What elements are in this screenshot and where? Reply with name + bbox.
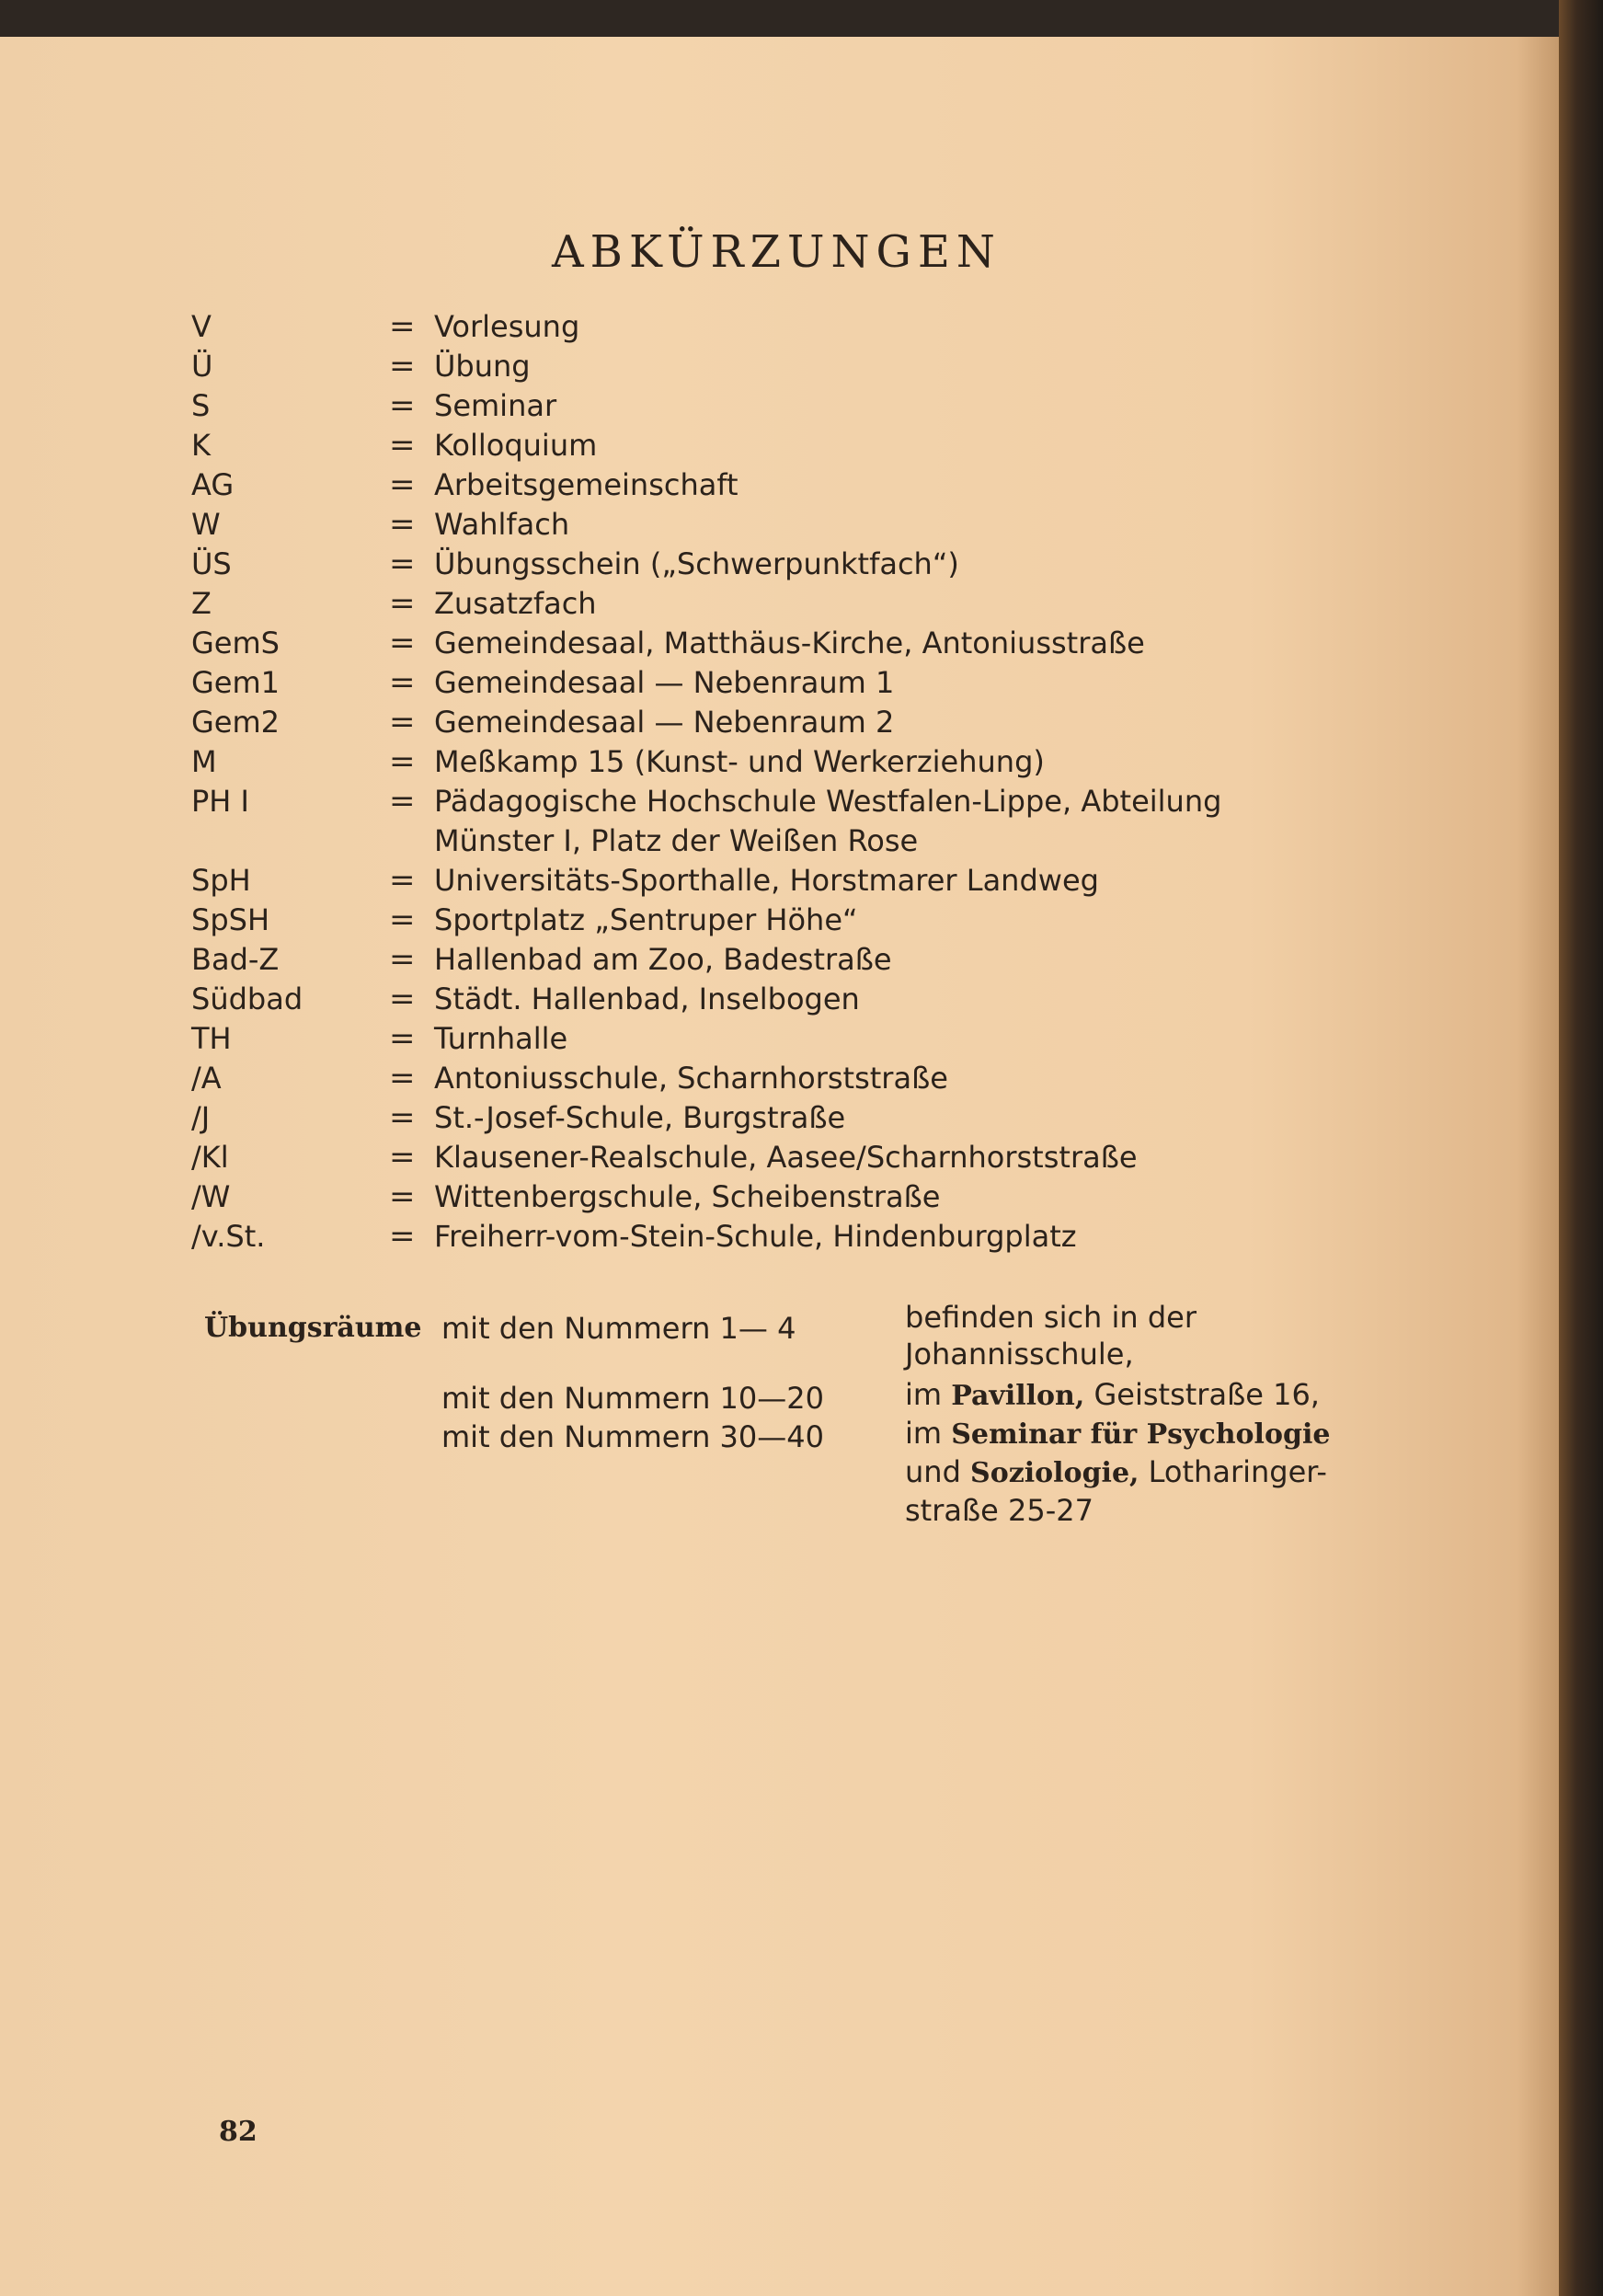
- abbr-definition: Gemeindesaal, Matthäus-Kirche, Antoniusstraße: [434, 626, 1145, 660]
- room-location-bold: Pavillon,: [951, 1380, 1085, 1412]
- abbr-definition: Übung: [434, 349, 531, 384]
- room-range: mit den Nummern 10—20: [441, 1381, 824, 1416]
- equals-sign: =: [389, 466, 416, 503]
- equals-sign: =: [389, 664, 416, 701]
- abbr-code: /J: [191, 1100, 211, 1135]
- abbr-code: S: [191, 388, 211, 423]
- abbr-row: [191, 307, 1405, 347]
- room-location-text: Lotharinger-: [1148, 1454, 1327, 1489]
- room-location-text: im: [905, 1377, 943, 1412]
- equals-sign: =: [389, 387, 416, 424]
- abbr-definition-line-2: Münster I, Platz der Weißen Rose: [434, 823, 919, 858]
- abbr-definition-line-1: Pädagogische Hochschule Westfalen-Lippe, Abteilung: [434, 784, 1222, 819]
- equals-sign: =: [389, 862, 416, 899]
- abbr-definition: Kolloquium: [434, 428, 598, 463]
- abbr-row: [191, 1138, 1405, 1177]
- abbr-definition: Städt. Hallenbad, Inselbogen: [434, 982, 860, 1016]
- abbr-row: [191, 901, 1405, 940]
- gutter-shadow: [1517, 37, 1559, 2296]
- room-location-text: im: [905, 1416, 943, 1451]
- room-location-bold: Soziologie,: [970, 1457, 1139, 1489]
- abbr-row: [191, 1059, 1405, 1098]
- abbr-definition: Sportplatz „Sentruper Höhe“: [434, 902, 858, 937]
- equals-sign: =: [389, 625, 416, 661]
- equals-sign: =: [389, 1218, 416, 1255]
- equals-sign: =: [389, 545, 416, 582]
- abbr-row: [191, 545, 1405, 584]
- room-location-line: [905, 1453, 1402, 1492]
- equals-sign: =: [389, 585, 416, 622]
- abbr-row: [191, 703, 1405, 742]
- abbr-code: W: [191, 507, 221, 542]
- room-location-line: straße 25-27: [905, 1493, 1093, 1528]
- abbr-definition: Wahlfach: [434, 507, 570, 542]
- abbr-definition: [434, 782, 1400, 861]
- abbr-definition: Turnhalle: [434, 1021, 568, 1056]
- room-location-bold: Seminar für Psychologie: [951, 1418, 1331, 1451]
- room-location: [905, 1415, 1402, 1529]
- abbr-row: [191, 980, 1405, 1019]
- abbr-code: Bad-Z: [191, 942, 280, 977]
- equals-sign: =: [389, 1139, 416, 1176]
- page-top-edge: [0, 0, 1603, 37]
- abbr-row: [191, 347, 1405, 386]
- abbr-code: Gem1: [191, 665, 281, 700]
- equals-sign: =: [389, 1178, 416, 1215]
- room-range: mit den Nummern 30—40: [441, 1419, 824, 1454]
- abbr-code: /Kl: [191, 1140, 229, 1175]
- abbr-definition: Arbeitsgemeinschaft: [434, 467, 739, 502]
- equals-sign: =: [389, 506, 416, 543]
- abbr-definition: Hallenbad am Zoo, Badestraße: [434, 942, 892, 977]
- abbr-code: /W: [191, 1179, 231, 1214]
- equals-sign: =: [389, 348, 416, 385]
- practice-rooms-section: [204, 1299, 1400, 1529]
- abbr-row: [191, 742, 1405, 782]
- abbr-code: V: [191, 309, 212, 344]
- abbr-row: [191, 584, 1405, 624]
- abbr-definition: Klausener-Realschule, Aasee/Scharnhorststraße: [434, 1140, 1138, 1175]
- abbr-code: TH: [191, 1021, 232, 1056]
- page-number: 82: [219, 2116, 258, 2148]
- abbr-definition: Antoniusschule, Scharnhorststraße: [434, 1061, 948, 1096]
- room-location-text: und: [905, 1454, 961, 1489]
- abbr-row: [191, 1019, 1405, 1059]
- abbr-definition: St.-Josef-Schule, Burgstraße: [434, 1100, 846, 1135]
- abbr-code: Gem2: [191, 705, 281, 740]
- abbr-code: Ü: [191, 349, 213, 384]
- equals-sign: =: [389, 704, 416, 740]
- equals-sign: =: [389, 783, 416, 820]
- abbr-code: M: [191, 744, 217, 779]
- equals-sign: =: [389, 743, 416, 780]
- abbr-row: [191, 1177, 1405, 1217]
- page-title: ABKÜRZUNGEN: [552, 226, 1002, 279]
- equals-sign: =: [389, 941, 416, 978]
- abbr-definition: Meßkamp 15 (Kunst- und Werkerziehung): [434, 744, 1045, 779]
- abbr-definition: Vorlesung: [434, 309, 580, 344]
- abbr-code: AG: [191, 467, 235, 502]
- equals-sign: =: [389, 901, 416, 938]
- abbr-definition: Wittenbergschule, Scheibenstraße: [434, 1179, 941, 1214]
- abbr-code: Südbad: [191, 982, 303, 1016]
- room-location-line: befinden sich in der: [905, 1300, 1197, 1335]
- abbr-row: [191, 426, 1405, 465]
- abbr-row: [191, 861, 1405, 901]
- room-location-text: Geiststraße 16,: [1093, 1377, 1320, 1412]
- abbr-row: [191, 624, 1405, 663]
- room-location: [905, 1376, 1402, 1415]
- equals-sign: =: [389, 1099, 416, 1136]
- abbr-row: [191, 663, 1405, 703]
- abbr-code: /A: [191, 1061, 222, 1096]
- abbr-definition: Freiherr-vom-Stein-Schule, Hindenburgplatz: [434, 1219, 1077, 1254]
- room-location-line: [905, 1415, 1402, 1453]
- abbr-definition: Übungsschein („Schwerpunktfach“): [434, 546, 959, 581]
- abbr-row: [191, 465, 1405, 505]
- abbr-code: GemS: [191, 626, 280, 660]
- abbr-definition: Gemeindesaal — Nebenraum 2: [434, 705, 895, 740]
- room-location: [905, 1299, 1402, 1372]
- practice-rooms-label: Übungsräume: [204, 1312, 422, 1344]
- abbr-definition: Gemeindesaal — Nebenraum 1: [434, 665, 895, 700]
- abbr-row: [191, 386, 1405, 426]
- abbr-definition: Zusatzfach: [434, 586, 597, 621]
- abbr-definition: Universitäts-Sporthalle, Horstmarer Landweg: [434, 863, 1099, 898]
- equals-sign: =: [389, 1020, 416, 1057]
- room-range: mit den Nummern 1— 4: [441, 1311, 796, 1346]
- room-location-line: Johannisschule,: [905, 1337, 1134, 1372]
- abbr-code: K: [191, 428, 211, 463]
- abbr-row: [191, 505, 1405, 545]
- abbr-code: SpSH: [191, 902, 269, 937]
- book-spine: [1559, 0, 1603, 2296]
- abbr-row: [191, 782, 1405, 861]
- abbr-code: Z: [191, 586, 212, 621]
- abbr-code: PH I: [191, 784, 249, 819]
- abbr-row: [191, 1098, 1405, 1138]
- abbr-row: [191, 1217, 1405, 1257]
- abbr-definition: Seminar: [434, 388, 557, 423]
- equals-sign: =: [389, 981, 416, 1017]
- equals-sign: =: [389, 427, 416, 464]
- equals-sign: =: [389, 308, 416, 345]
- abbr-code: ÜS: [191, 546, 232, 581]
- abbr-code: SpH: [191, 863, 251, 898]
- abbr-row: [191, 940, 1405, 980]
- abbreviation-list: [191, 307, 1405, 1257]
- equals-sign: =: [389, 1060, 416, 1096]
- abbr-code: /v.St.: [191, 1219, 266, 1254]
